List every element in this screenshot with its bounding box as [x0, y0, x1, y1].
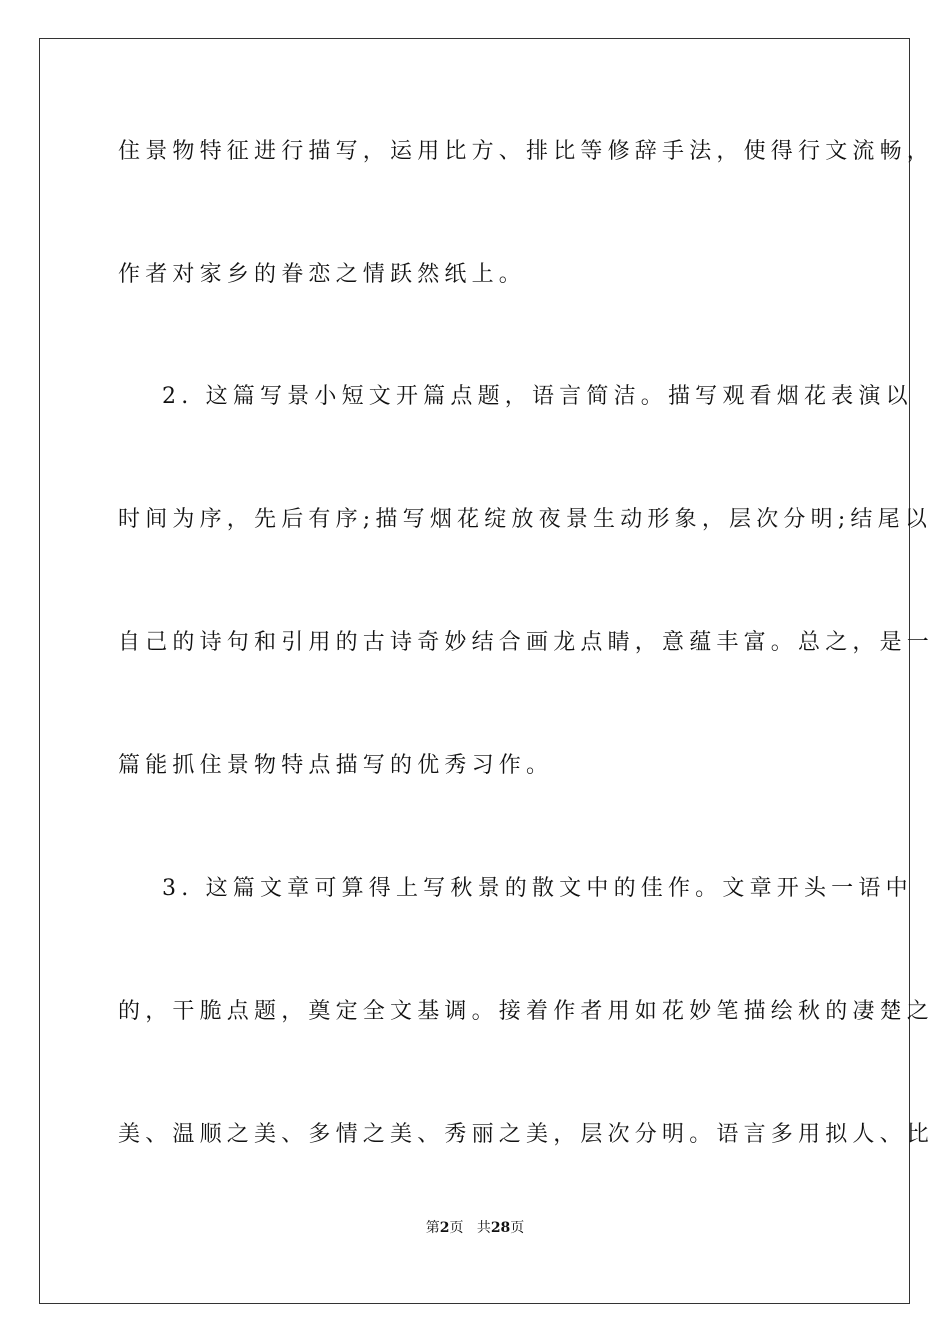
- text-line-5: 自己的诗句和引用的古诗奇妙结合画龙点睛，意蕴丰富。总之，是一: [118, 630, 935, 655]
- total-prefix: 共: [476, 1220, 491, 1236]
- total-pages: 28: [490, 1220, 511, 1236]
- text-line-6: 篇能抓住景物特点描写的优秀习作。: [118, 753, 554, 778]
- page-footer: [0, 1218, 950, 1238]
- text-line-9: 美、温顺之美、多情之美、秀丽之美，层次分明。语言多用拟人、比: [118, 1122, 935, 1147]
- text-line-4: 时间为序，先后有序;描写烟花绽放夜景生动形象，层次分明;结尾以: [118, 507, 933, 532]
- page-number: 2: [439, 1220, 450, 1236]
- text-line-2: 作者对家乡的眷恋之情跃然纸上。: [118, 262, 527, 287]
- text-line-8: 的，干脆点题，奠定全文基调。接着作者用如花妙笔描绘秋的凄楚之: [118, 999, 935, 1024]
- text-line-3: 2. 这篇写景小短文开篇点题，语言简洁。描写观看烟花表演以: [162, 384, 913, 409]
- page-suffix: 页: [449, 1220, 464, 1236]
- page-frame: [39, 38, 935, 1304]
- page-prefix: 第: [425, 1220, 440, 1236]
- total-suffix: 页: [510, 1220, 525, 1236]
- text-line-7: 3. 这篇文章可算得上写秋景的散文中的佳作。文章开头一语中: [162, 876, 913, 901]
- text-line-1: 住景物特征进行描写，运用比方、排比等修辞手法，使得行文流畅，: [118, 139, 935, 164]
